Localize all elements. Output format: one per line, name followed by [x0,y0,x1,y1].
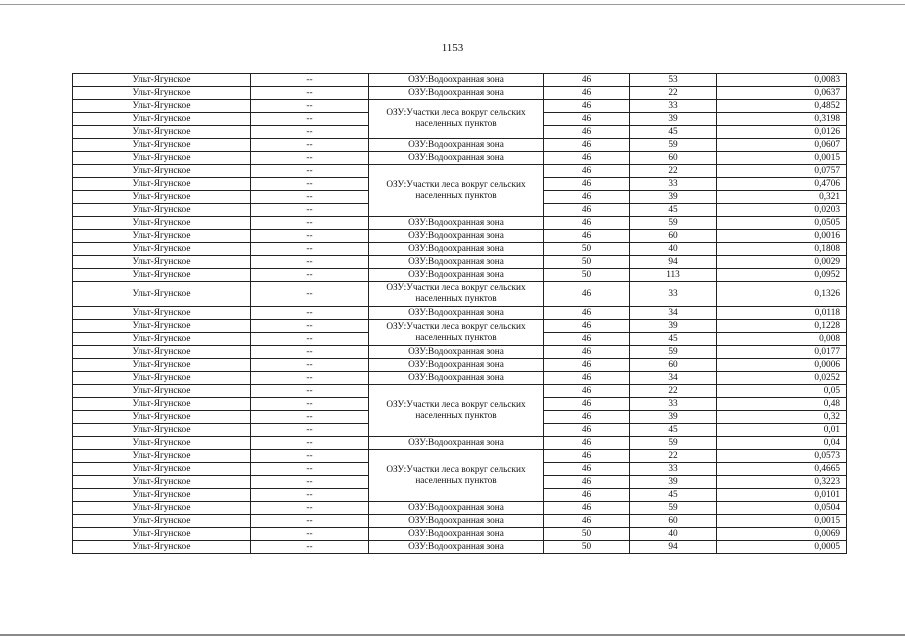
protection-zone-cell: ОЗУ:Участки леса вокруг сельских населенных пунктов [369,320,544,346]
area-cell: 0,1228 [717,320,847,333]
area-cell: 0,4665 [717,463,847,476]
dash-cell: -- [251,178,369,191]
protection-zone-cell: ОЗУ:Водоохранная зона [369,307,544,320]
dash-cell: -- [251,489,369,502]
protection-zone-cell: ОЗУ:Участки леса вокруг сельских населенных пунктов [369,282,544,307]
quarter-cell: 46 [544,333,630,346]
area-cell: 0,008 [717,333,847,346]
area-cell: 0,1808 [717,243,847,256]
section-cell: 45 [630,333,717,346]
forestry-cell: Ульт-Ягунское [73,139,251,152]
quarter-cell: 50 [544,528,630,541]
forestry-cell: Ульт-Ягунское [73,372,251,385]
dash-cell: -- [251,437,369,450]
forestry-cell: Ульт-Ягунское [73,165,251,178]
section-cell: 59 [630,437,717,450]
area-cell: 0,0015 [717,515,847,528]
area-cell: 0,01 [717,424,847,437]
area-cell: 0,0203 [717,204,847,217]
quarter-cell: 50 [544,541,630,554]
forestry-cell: Ульт-Ягунское [73,450,251,463]
forestry-cell: Ульт-Ягунское [73,528,251,541]
quarter-cell: 46 [544,385,630,398]
protection-zone-cell: ОЗУ:Водоохранная зона [369,74,544,87]
section-cell: 22 [630,450,717,463]
area-cell: 0,0504 [717,502,847,515]
forestry-cell: Ульт-Ягунское [73,243,251,256]
section-cell: 34 [630,372,717,385]
section-cell: 60 [630,515,717,528]
forestry-cell: Ульт-Ягунское [73,489,251,502]
quarter-cell: 46 [544,74,630,87]
page-number: 1153 [441,42,464,54]
quarter-cell: 46 [544,372,630,385]
table-row [73,320,847,333]
dash-cell: -- [251,165,369,178]
protection-zone-cell: ОЗУ:Водоохранная зона [369,230,544,243]
scan-edge-bottom [0,634,905,636]
quarter-cell: 50 [544,256,630,269]
table-row [73,528,847,541]
forestry-cell: Ульт-Ягунское [73,204,251,217]
quarter-cell: 46 [544,307,630,320]
quarter-cell: 46 [544,191,630,204]
forestry-cell: Ульт-Ягунское [73,74,251,87]
dash-cell: -- [251,424,369,437]
section-cell: 45 [630,204,717,217]
protection-zone-cell: ОЗУ:Водоохранная зона [369,515,544,528]
protection-zone-cell: ОЗУ:Водоохранная зона [369,346,544,359]
area-cell: 0,48 [717,398,847,411]
protection-zone-cell: ОЗУ:Водоохранная зона [369,437,544,450]
area-cell: 0,0252 [717,372,847,385]
forestry-cell: Ульт-Ягунское [73,515,251,528]
forestry-cell: Ульт-Ягунское [73,307,251,320]
protection-zone-cell: ОЗУ:Участки леса вокруг сельских населенных пунктов [369,100,544,139]
dash-cell: -- [251,269,369,282]
table-row [73,269,847,282]
table-row [73,256,847,269]
table-row [73,74,847,87]
protection-zone-cell: ОЗУ:Водоохранная зона [369,269,544,282]
section-cell: 60 [630,230,717,243]
section-cell: 33 [630,100,717,113]
area-cell: 0,04 [717,437,847,450]
table-row [73,152,847,165]
dash-cell: -- [251,243,369,256]
forestry-cell: Ульт-Ягунское [73,217,251,230]
table-row [73,359,847,372]
protection-zone-cell: ОЗУ:Водоохранная зона [369,217,544,230]
dash-cell: -- [251,411,369,424]
area-cell: 0,4852 [717,100,847,113]
table-row [73,346,847,359]
forestry-cell: Ульт-Ягунское [73,87,251,100]
protection-zone-cell: ОЗУ:Участки леса вокруг сельских населенных пунктов [369,385,544,437]
dash-cell: -- [251,398,369,411]
area-cell: 0,0083 [717,74,847,87]
protection-zone-cell: ОЗУ:Водоохранная зона [369,372,544,385]
section-cell: 59 [630,346,717,359]
quarter-cell: 50 [544,269,630,282]
protection-zone-cell: ОЗУ:Водоохранная зона [369,359,544,372]
quarter-cell: 46 [544,450,630,463]
area-cell: 0,3223 [717,476,847,489]
quarter-cell: 46 [544,230,630,243]
area-cell: 0,0126 [717,126,847,139]
dash-cell: -- [251,217,369,230]
quarter-cell: 46 [544,113,630,126]
quarter-cell: 46 [544,152,630,165]
forestry-cell: Ульт-Ягунское [73,424,251,437]
table-row [73,139,847,152]
section-cell: 39 [630,320,717,333]
section-cell: 33 [630,282,717,307]
forestry-cell: Ульт-Ягунское [73,152,251,165]
protection-zone-cell: ОЗУ:Водоохранная зона [369,256,544,269]
area-cell: 0,0118 [717,307,847,320]
dash-cell: -- [251,463,369,476]
forestry-cell: Ульт-Ягунское [73,269,251,282]
forestry-cell: Ульт-Ягунское [73,541,251,554]
section-cell: 94 [630,541,717,554]
area-cell: 0,0757 [717,165,847,178]
table-row [73,502,847,515]
section-cell: 113 [630,269,717,282]
forestry-cell: Ульт-Ягунское [73,178,251,191]
quarter-cell: 46 [544,165,630,178]
table-row [73,165,847,178]
quarter-cell: 46 [544,502,630,515]
protection-zone-cell: ОЗУ:Участки леса вокруг сельских населенных пунктов [369,165,544,217]
section-cell: 40 [630,243,717,256]
area-cell: 0,32 [717,411,847,424]
dash-cell: -- [251,126,369,139]
table-row [73,87,847,100]
table-body [73,74,847,554]
forestry-cell: Ульт-Ягунское [73,437,251,450]
area-cell: 0,0637 [717,87,847,100]
forestry-cell: Ульт-Ягунское [73,100,251,113]
dash-cell: -- [251,333,369,346]
dash-cell: -- [251,256,369,269]
section-cell: 39 [630,411,717,424]
section-cell: 33 [630,398,717,411]
forestry-cell: Ульт-Ягунское [73,256,251,269]
section-cell: 39 [630,113,717,126]
section-cell: 33 [630,178,717,191]
table-row [73,385,847,398]
table-row [73,307,847,320]
quarter-cell: 46 [544,126,630,139]
dash-cell: -- [251,307,369,320]
protection-zone-cell: ОЗУ:Водоохранная зона [369,139,544,152]
protection-zone-cell: ОЗУ:Водоохранная зона [369,243,544,256]
forest-plots-table [72,73,847,554]
section-cell: 40 [630,528,717,541]
quarter-cell: 46 [544,476,630,489]
area-cell: 0,0573 [717,450,847,463]
dash-cell: -- [251,74,369,87]
dash-cell: -- [251,113,369,126]
section-cell: 60 [630,359,717,372]
dash-cell: -- [251,359,369,372]
area-cell: 0,0016 [717,230,847,243]
forestry-cell: Ульт-Ягунское [73,398,251,411]
quarter-cell: 46 [544,411,630,424]
area-cell: 0,1326 [717,282,847,307]
table-row [73,217,847,230]
protection-zone-cell: ОЗУ:Водоохранная зона [369,528,544,541]
scan-edge-top [0,4,905,5]
forestry-cell: Ульт-Ягунское [73,476,251,489]
area-cell: 0,0952 [717,269,847,282]
dash-cell: -- [251,385,369,398]
quarter-cell: 46 [544,359,630,372]
dash-cell: -- [251,152,369,165]
dash-cell: -- [251,476,369,489]
forestry-cell: Ульт-Ягунское [73,385,251,398]
quarter-cell: 50 [544,243,630,256]
area-cell: 0,05 [717,385,847,398]
dash-cell: -- [251,230,369,243]
table-row [73,437,847,450]
section-cell: 33 [630,463,717,476]
area-cell: 0,0101 [717,489,847,502]
table-row [73,515,847,528]
forestry-cell: Ульт-Ягунское [73,359,251,372]
dash-cell: -- [251,528,369,541]
table-row [73,243,847,256]
quarter-cell: 46 [544,87,630,100]
section-cell: 34 [630,307,717,320]
protection-zone-cell: ОЗУ:Водоохранная зона [369,87,544,100]
quarter-cell: 46 [544,178,630,191]
protection-zone-cell: ОЗУ:Участки леса вокруг сельских населенных пунктов [369,450,544,502]
protection-zone-cell: ОЗУ:Водоохранная зона [369,502,544,515]
dash-cell: -- [251,191,369,204]
section-cell: 22 [630,87,717,100]
area-cell: 0,321 [717,191,847,204]
quarter-cell: 46 [544,100,630,113]
area-cell: 0,3198 [717,113,847,126]
forestry-cell: Ульт-Ягунское [73,230,251,243]
dash-cell: -- [251,450,369,463]
quarter-cell: 46 [544,217,630,230]
section-cell: 45 [630,126,717,139]
quarter-cell: 46 [544,463,630,476]
dash-cell: -- [251,346,369,359]
section-cell: 45 [630,424,717,437]
protection-zone-cell: ОЗУ:Водоохранная зона [369,541,544,554]
dash-cell: -- [251,320,369,333]
protection-zone-cell: ОЗУ:Водоохранная зона [369,152,544,165]
section-cell: 39 [630,476,717,489]
quarter-cell: 46 [544,398,630,411]
section-cell: 94 [630,256,717,269]
quarter-cell: 46 [544,282,630,307]
table-row [73,450,847,463]
section-cell: 59 [630,502,717,515]
forestry-cell: Ульт-Ягунское [73,191,251,204]
area-cell: 0,0015 [717,152,847,165]
area-cell: 0,0607 [717,139,847,152]
section-cell: 53 [630,74,717,87]
section-cell: 60 [630,152,717,165]
section-cell: 39 [630,191,717,204]
quarter-cell: 46 [544,489,630,502]
section-cell: 45 [630,489,717,502]
quarter-cell: 46 [544,424,630,437]
forestry-cell: Ульт-Ягунское [73,463,251,476]
table-row [73,230,847,243]
dash-cell: -- [251,87,369,100]
dash-cell: -- [251,541,369,554]
table-row [73,372,847,385]
forestry-cell: Ульт-Ягунское [73,502,251,515]
forestry-cell: Ульт-Ягунское [73,333,251,346]
quarter-cell: 46 [544,139,630,152]
table-row [73,541,847,554]
dash-cell: -- [251,282,369,307]
quarter-cell: 46 [544,515,630,528]
table-row [73,282,847,307]
quarter-cell: 46 [544,204,630,217]
area-cell: 0,0005 [717,541,847,554]
quarter-cell: 46 [544,320,630,333]
dash-cell: -- [251,100,369,113]
quarter-cell: 46 [544,437,630,450]
dash-cell: -- [251,515,369,528]
area-cell: 0,0029 [717,256,847,269]
area-cell: 0,0505 [717,217,847,230]
forestry-cell: Ульт-Ягунское [73,126,251,139]
dash-cell: -- [251,502,369,515]
dash-cell: -- [251,139,369,152]
forestry-cell: Ульт-Ягунское [73,320,251,333]
dash-cell: -- [251,372,369,385]
forestry-cell: Ульт-Ягунское [73,411,251,424]
section-cell: 59 [630,217,717,230]
area-cell: 0,0006 [717,359,847,372]
section-cell: 22 [630,385,717,398]
area-cell: 0,0069 [717,528,847,541]
area-cell: 0,0177 [717,346,847,359]
section-cell: 59 [630,139,717,152]
forestry-cell: Ульт-Ягунское [73,346,251,359]
table-row [73,100,847,113]
area-cell: 0,4706 [717,178,847,191]
section-cell: 22 [630,165,717,178]
dash-cell: -- [251,204,369,217]
forestry-cell: Ульт-Ягунское [73,113,251,126]
forestry-cell: Ульт-Ягунское [73,282,251,307]
quarter-cell: 46 [544,346,630,359]
